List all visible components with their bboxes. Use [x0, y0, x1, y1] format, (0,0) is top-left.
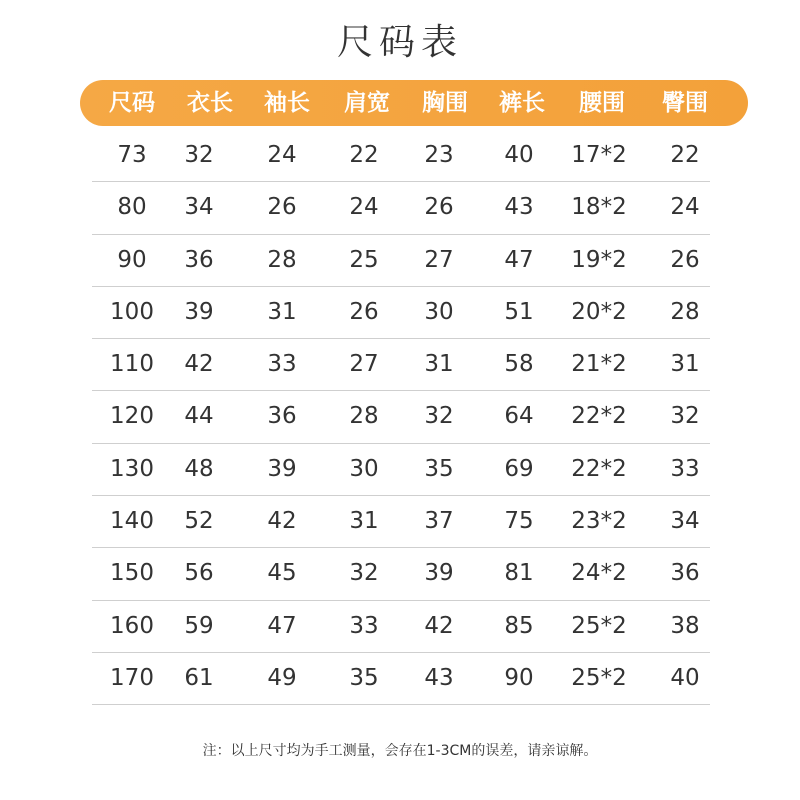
- footnote: 注：以上尺寸均为手工测量，会存在1-3CM的误差，请亲谅解。: [202, 743, 598, 759]
- page-title: 尺码表: [336, 22, 463, 63]
- cell-size: 150: [110, 560, 154, 587]
- cell-pants-length: 43: [504, 194, 534, 221]
- cell-pants-length: 75: [504, 508, 534, 535]
- cell-shoulder: 30: [349, 455, 379, 482]
- cell-sleeve: 47: [267, 612, 297, 639]
- cell-hip: 32: [670, 403, 700, 430]
- cell-shoulder: 35: [349, 664, 379, 691]
- cell-size: 120: [110, 403, 154, 430]
- cell-waist: 25*2: [571, 664, 627, 691]
- cell-sleeve: 33: [267, 351, 297, 378]
- cell-hip: 38: [670, 612, 700, 639]
- size-table-body: [92, 130, 710, 705]
- cell-chest: 27: [424, 246, 454, 273]
- cell-chest: 26: [424, 194, 454, 221]
- cell-size: 100: [110, 298, 154, 325]
- cell-sleeve: 26: [267, 194, 297, 221]
- cell-chest: 35: [424, 455, 454, 482]
- cell-length: 61: [184, 664, 214, 691]
- header-sleeve: 袖长: [264, 90, 310, 116]
- cell-chest: 23: [424, 142, 454, 168]
- table-row: [92, 287, 710, 339]
- cell-shoulder: 26: [349, 298, 379, 325]
- cell-waist: 25*2: [571, 612, 627, 639]
- cell-length: 39: [184, 298, 214, 325]
- cell-pants-length: 40: [504, 142, 534, 168]
- cell-chest: 39: [424, 560, 454, 587]
- cell-sleeve: 45: [267, 560, 297, 587]
- cell-length: 42: [184, 351, 214, 378]
- table-row: [92, 391, 710, 443]
- cell-length: 44: [184, 403, 214, 430]
- cell-hip: 34: [670, 508, 700, 535]
- cell-chest: 42: [424, 612, 454, 639]
- cell-shoulder: 27: [349, 351, 379, 378]
- table-row: [92, 653, 710, 705]
- cell-chest: 43: [424, 664, 454, 691]
- cell-sleeve: 49: [267, 664, 297, 691]
- cell-shoulder: 33: [349, 612, 379, 639]
- table-row: [92, 496, 710, 548]
- header-waist: 腰围: [579, 90, 625, 116]
- cell-sleeve: 39: [267, 455, 297, 482]
- cell-length: 48: [184, 455, 214, 482]
- cell-shoulder: 28: [349, 403, 379, 430]
- header-chest: 胸围: [422, 90, 468, 116]
- cell-size: 170: [110, 664, 154, 691]
- cell-chest: 30: [424, 298, 454, 325]
- table-row: [92, 601, 710, 653]
- cell-size: 130: [110, 455, 154, 482]
- cell-pants-length: 90: [504, 664, 534, 691]
- cell-length: 56: [184, 560, 214, 587]
- cell-waist: 21*2: [571, 351, 627, 378]
- cell-size: 160: [110, 612, 154, 639]
- cell-shoulder: 24: [349, 194, 379, 221]
- header-shoulder: 肩宽: [344, 90, 390, 116]
- cell-length: 59: [184, 612, 214, 639]
- header-length: 衣长: [187, 90, 233, 116]
- cell-hip: 31: [670, 351, 700, 378]
- cell-size: 73: [117, 142, 147, 168]
- cell-chest: 31: [424, 351, 454, 378]
- cell-sleeve: 28: [267, 246, 297, 273]
- cell-hip: 33: [670, 455, 700, 482]
- cell-size: 80: [117, 194, 147, 221]
- cell-size: 140: [110, 508, 154, 535]
- cell-sleeve: 42: [267, 508, 297, 535]
- cell-shoulder: 25: [349, 246, 379, 273]
- cell-length: 36: [184, 246, 214, 273]
- cell-sleeve: 36: [267, 403, 297, 430]
- table-row: [92, 235, 710, 287]
- table-row: [92, 130, 710, 182]
- cell-size: 90: [117, 246, 147, 273]
- cell-waist: 19*2: [571, 246, 627, 273]
- cell-waist: 18*2: [571, 194, 627, 221]
- cell-hip: 40: [670, 664, 700, 691]
- cell-waist: 22*2: [571, 403, 627, 430]
- cell-hip: 22: [670, 142, 700, 168]
- cell-chest: 32: [424, 403, 454, 430]
- table-row: [92, 444, 710, 496]
- cell-size: 110: [110, 351, 154, 378]
- cell-hip: 26: [670, 246, 700, 273]
- cell-pants-length: 64: [504, 403, 534, 430]
- header-size: 尺码: [109, 90, 155, 116]
- cell-length: 34: [184, 194, 214, 221]
- cell-hip: 36: [670, 560, 700, 587]
- cell-waist: 22*2: [571, 455, 627, 482]
- table-row: [92, 548, 710, 600]
- cell-hip: 28: [670, 298, 700, 325]
- cell-waist: 17*2: [571, 142, 627, 168]
- cell-length: 52: [184, 508, 214, 535]
- cell-pants-length: 51: [504, 298, 534, 325]
- cell-waist: 23*2: [571, 508, 627, 535]
- cell-pants-length: 58: [504, 351, 534, 378]
- cell-pants-length: 47: [504, 246, 534, 273]
- cell-pants-length: 85: [504, 612, 534, 639]
- cell-sleeve: 31: [267, 298, 297, 325]
- cell-shoulder: 22: [349, 142, 379, 168]
- table-header: [80, 80, 748, 126]
- header-pants-length: 裤长: [499, 90, 545, 116]
- cell-shoulder: 32: [349, 560, 379, 587]
- cell-pants-length: 69: [504, 455, 534, 482]
- cell-sleeve: 24: [267, 142, 297, 168]
- cell-hip: 24: [670, 194, 700, 221]
- header-hip: 臀围: [662, 90, 708, 116]
- cell-waist: 24*2: [571, 560, 627, 587]
- cell-pants-length: 81: [504, 560, 534, 587]
- cell-shoulder: 31: [349, 508, 379, 535]
- table-row: [92, 339, 710, 391]
- cell-waist: 20*2: [571, 298, 627, 325]
- cell-chest: 37: [424, 508, 454, 535]
- table-row: [92, 182, 710, 234]
- cell-length: 32: [184, 142, 214, 168]
